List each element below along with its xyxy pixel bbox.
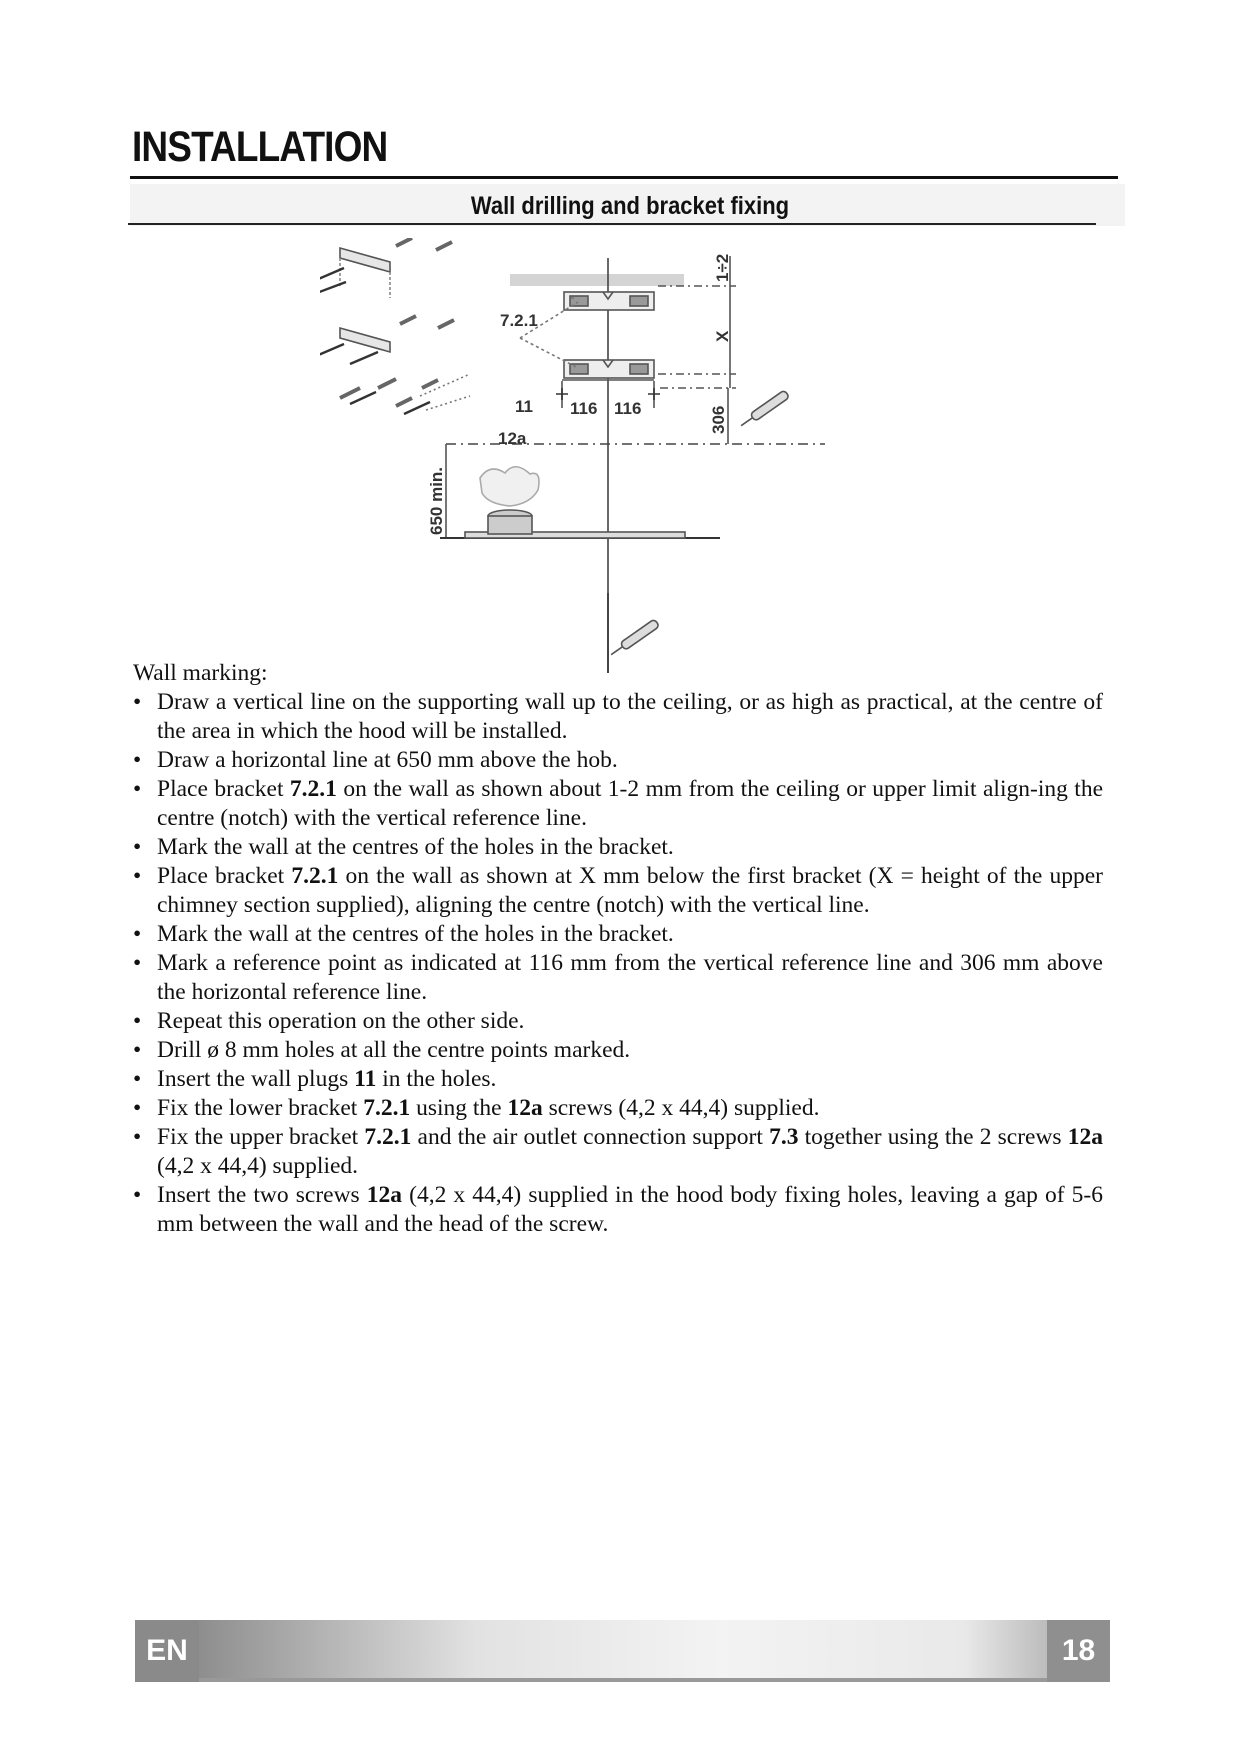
part-reference: 7.2.1 bbox=[363, 1095, 411, 1121]
subtitle-rule bbox=[128, 223, 1096, 225]
instruction-text: together using the 2 screws bbox=[798, 1124, 1068, 1150]
bracket-label: 7.2.1 bbox=[500, 311, 538, 330]
instruction-item bbox=[133, 949, 1103, 1007]
lower-bracket-shape bbox=[564, 360, 654, 378]
instruction-text: Drill ø 8 mm holes at all the centre points marked. bbox=[157, 1037, 631, 1063]
title-rule bbox=[130, 176, 1118, 179]
page-number: 18 bbox=[1047, 1620, 1110, 1682]
instruction-item bbox=[133, 1181, 1103, 1239]
instruction-list bbox=[133, 688, 1103, 1239]
part-reference: 7.3 bbox=[769, 1124, 799, 1150]
instruction-text: Fix the lower bracket bbox=[157, 1095, 364, 1121]
bracket-exploded-view-bottom bbox=[320, 316, 454, 364]
instruction-item bbox=[133, 1123, 1103, 1181]
instruction-text: screws (4,2 x 44,4) supplied. bbox=[542, 1095, 820, 1121]
instruction-text: Fix the upper bracket bbox=[157, 1124, 365, 1150]
chimney-height-label: X bbox=[713, 330, 732, 342]
plug-label: 11 bbox=[515, 397, 533, 416]
instruction-text: in the holes. bbox=[376, 1066, 497, 1092]
instruction-text: Place bracket bbox=[157, 776, 290, 802]
part-reference: 12a bbox=[1067, 1124, 1103, 1150]
drill-icon bbox=[739, 390, 790, 429]
instruction-text: Mark a reference point as indicated at 116 mm from the vertical reference line and 306 mm above the horizontal reference line. bbox=[157, 950, 1103, 1005]
instructions bbox=[133, 659, 1103, 1239]
offset-left-label: 116 bbox=[570, 399, 598, 418]
instruction-item bbox=[133, 1094, 1103, 1123]
instruction-item bbox=[133, 920, 1103, 949]
instruction-item bbox=[133, 688, 1103, 746]
instruction-text: Mark the wall at the centres of the holes in the bracket. bbox=[157, 834, 674, 860]
plugs-and-screws-icon bbox=[340, 374, 470, 414]
instruction-text: and the air outlet connection support bbox=[411, 1124, 770, 1150]
part-reference: 7.2.1 bbox=[364, 1124, 412, 1150]
left-reference-mark bbox=[556, 388, 568, 400]
part-reference: 11 bbox=[354, 1066, 377, 1092]
reference-height-label: 306 bbox=[709, 405, 728, 434]
instruction-item bbox=[133, 1007, 1103, 1036]
intro-text: Wall marking: bbox=[133, 660, 268, 686]
part-reference: 12a bbox=[507, 1095, 543, 1121]
part-reference: 7.2.1 bbox=[289, 776, 337, 802]
instruction-item bbox=[133, 775, 1103, 833]
page-title: INSTALLATION bbox=[132, 123, 388, 171]
language-badge: EN bbox=[135, 1620, 199, 1682]
ceiling-gap-label: 1÷2 bbox=[713, 253, 732, 282]
instruction-text: Mark the wall at the centres of the holes in the bracket. bbox=[157, 921, 674, 947]
upper-bracket-shape bbox=[564, 292, 654, 310]
instruction-text: Insert the two screws bbox=[157, 1182, 367, 1208]
instruction-text: Repeat this operation on the other side. bbox=[157, 1008, 525, 1034]
instruction-text: on the wall as shown at X mm below the first bracket (X = height of the upper chimney section supplied), aligning the centre (notch) with the vertical line. bbox=[157, 863, 1103, 918]
instruction-item bbox=[133, 1065, 1103, 1094]
instruction-text: on the wall as shown about 1-2 mm from the ceiling or upper limit align-ing the centre (notch) with the vertical reference line. bbox=[157, 776, 1103, 831]
instruction-text: Insert the wall plugs bbox=[157, 1066, 355, 1092]
drill-icon bbox=[609, 619, 660, 658]
screw-label: 12a bbox=[498, 429, 527, 448]
instruction-text: (4,2 x 44,4) supplied in the hood body fixing holes, leaving a gap of 5-6 mm between the wall and the head of the screw. bbox=[157, 1182, 1103, 1237]
bracket-exploded-view-top bbox=[320, 238, 452, 298]
footer-bar bbox=[135, 1620, 1110, 1682]
instruction-item bbox=[133, 833, 1103, 862]
instruction-text: using the bbox=[410, 1095, 508, 1121]
hob-clearance-label: 650 min. bbox=[427, 466, 446, 535]
instruction-item bbox=[133, 862, 1103, 920]
footer-line bbox=[135, 1678, 1110, 1682]
instruction-item bbox=[133, 1036, 1103, 1065]
wall-drilling-diagram bbox=[320, 238, 840, 678]
part-reference: 7.2.1 bbox=[291, 863, 339, 889]
instruction-text: (4,2 x 44,4) supplied. bbox=[157, 1153, 359, 1179]
ceiling-shape bbox=[510, 274, 684, 286]
right-reference-mark bbox=[648, 388, 660, 400]
section-subtitle: Wall drilling and bracket fixing bbox=[470, 192, 790, 220]
part-reference: 12a bbox=[366, 1182, 403, 1208]
instruction-text: Draw a horizontal line at 650 mm above the hob. bbox=[157, 747, 618, 773]
offset-right-label: 116 bbox=[614, 399, 642, 418]
instruction-text: Draw a vertical line on the supporting wall up to the ceiling, or as high as practical, at the centre of the area in which the hood will be installed. bbox=[157, 689, 1103, 744]
pot-icon bbox=[480, 467, 539, 534]
instruction-item bbox=[133, 746, 1103, 775]
instruction-text: Place bracket bbox=[157, 863, 292, 889]
